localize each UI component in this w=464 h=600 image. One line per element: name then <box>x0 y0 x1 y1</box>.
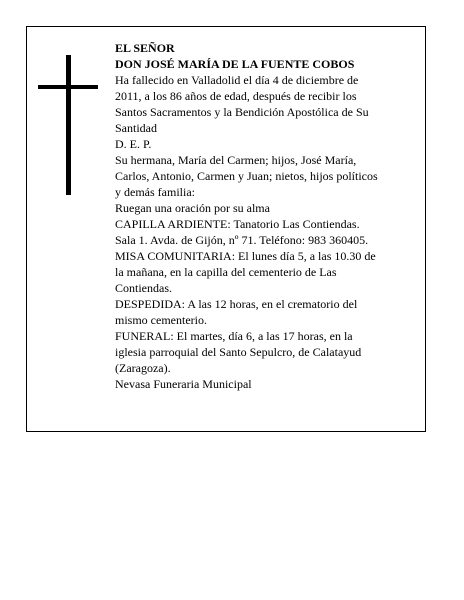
notice-text <box>115 40 419 392</box>
mass-line-3: Contiendas. <box>115 281 172 295</box>
obituary-notice <box>26 26 426 432</box>
death-announcement-line-4: Santidad <box>115 121 157 135</box>
chapel-line-1: CAPILLA ARDIENTE: Tanatorio Las Contiendas. <box>115 217 360 231</box>
funeral-line-1: FUNERAL: El martes, día 6, a las 17 horas, en la <box>115 329 353 343</box>
prayer-request: Ruegan una oración por su alma <box>115 201 270 215</box>
cross-horizontal-bar <box>38 85 98 89</box>
cross-vertical-bar <box>66 55 71 195</box>
mass-line-2: la mañana, en la capilla del cementerio de Las <box>115 265 337 279</box>
funeral-line-2: iglesia parroquial del Santo Sepulcro, de Calatayud <box>115 345 362 359</box>
family-line-3: y demás familia: <box>115 185 195 199</box>
death-announcement-line-1: Ha fallecido en Valladolid el día 4 de diciembre de <box>115 73 359 87</box>
rest-in-peace: D. E. P. <box>115 137 152 151</box>
death-announcement-line-3: Santos Sacramentos y la Bendición Apostólica de Su <box>115 105 369 119</box>
chapel-line-2: Sala 1. Avda. de Gijón, nº 71. Teléfono: 983 360405. <box>115 233 369 247</box>
death-announcement-line-2: 2011, a los 86 años de edad, después de recibir los <box>115 89 357 103</box>
funeral-line-3: (Zaragoza). <box>115 361 171 375</box>
family-line-2: Carlos, Antonio, Carmen y Juan; nietos, hijos políticos <box>115 169 378 183</box>
mass-line-1: MISA COMUNITARIA: El lunes día 5, a las 10.30 de <box>115 249 376 263</box>
deceased-honorific: EL SEÑOR <box>115 41 175 55</box>
family-line-1: Su hermana, María del Carmen; hijos, José María, <box>115 153 357 167</box>
farewell-line-2: mismo cementerio. <box>115 313 207 327</box>
deceased-name: DON JOSÉ MARÍA DE LA FUENTE COBOS <box>115 57 355 71</box>
funeral-home: Nevasa Funeraria Municipal <box>115 377 252 391</box>
farewell-line-1: DESPEDIDA: A las 12 horas, en el crematorio del <box>115 297 358 311</box>
